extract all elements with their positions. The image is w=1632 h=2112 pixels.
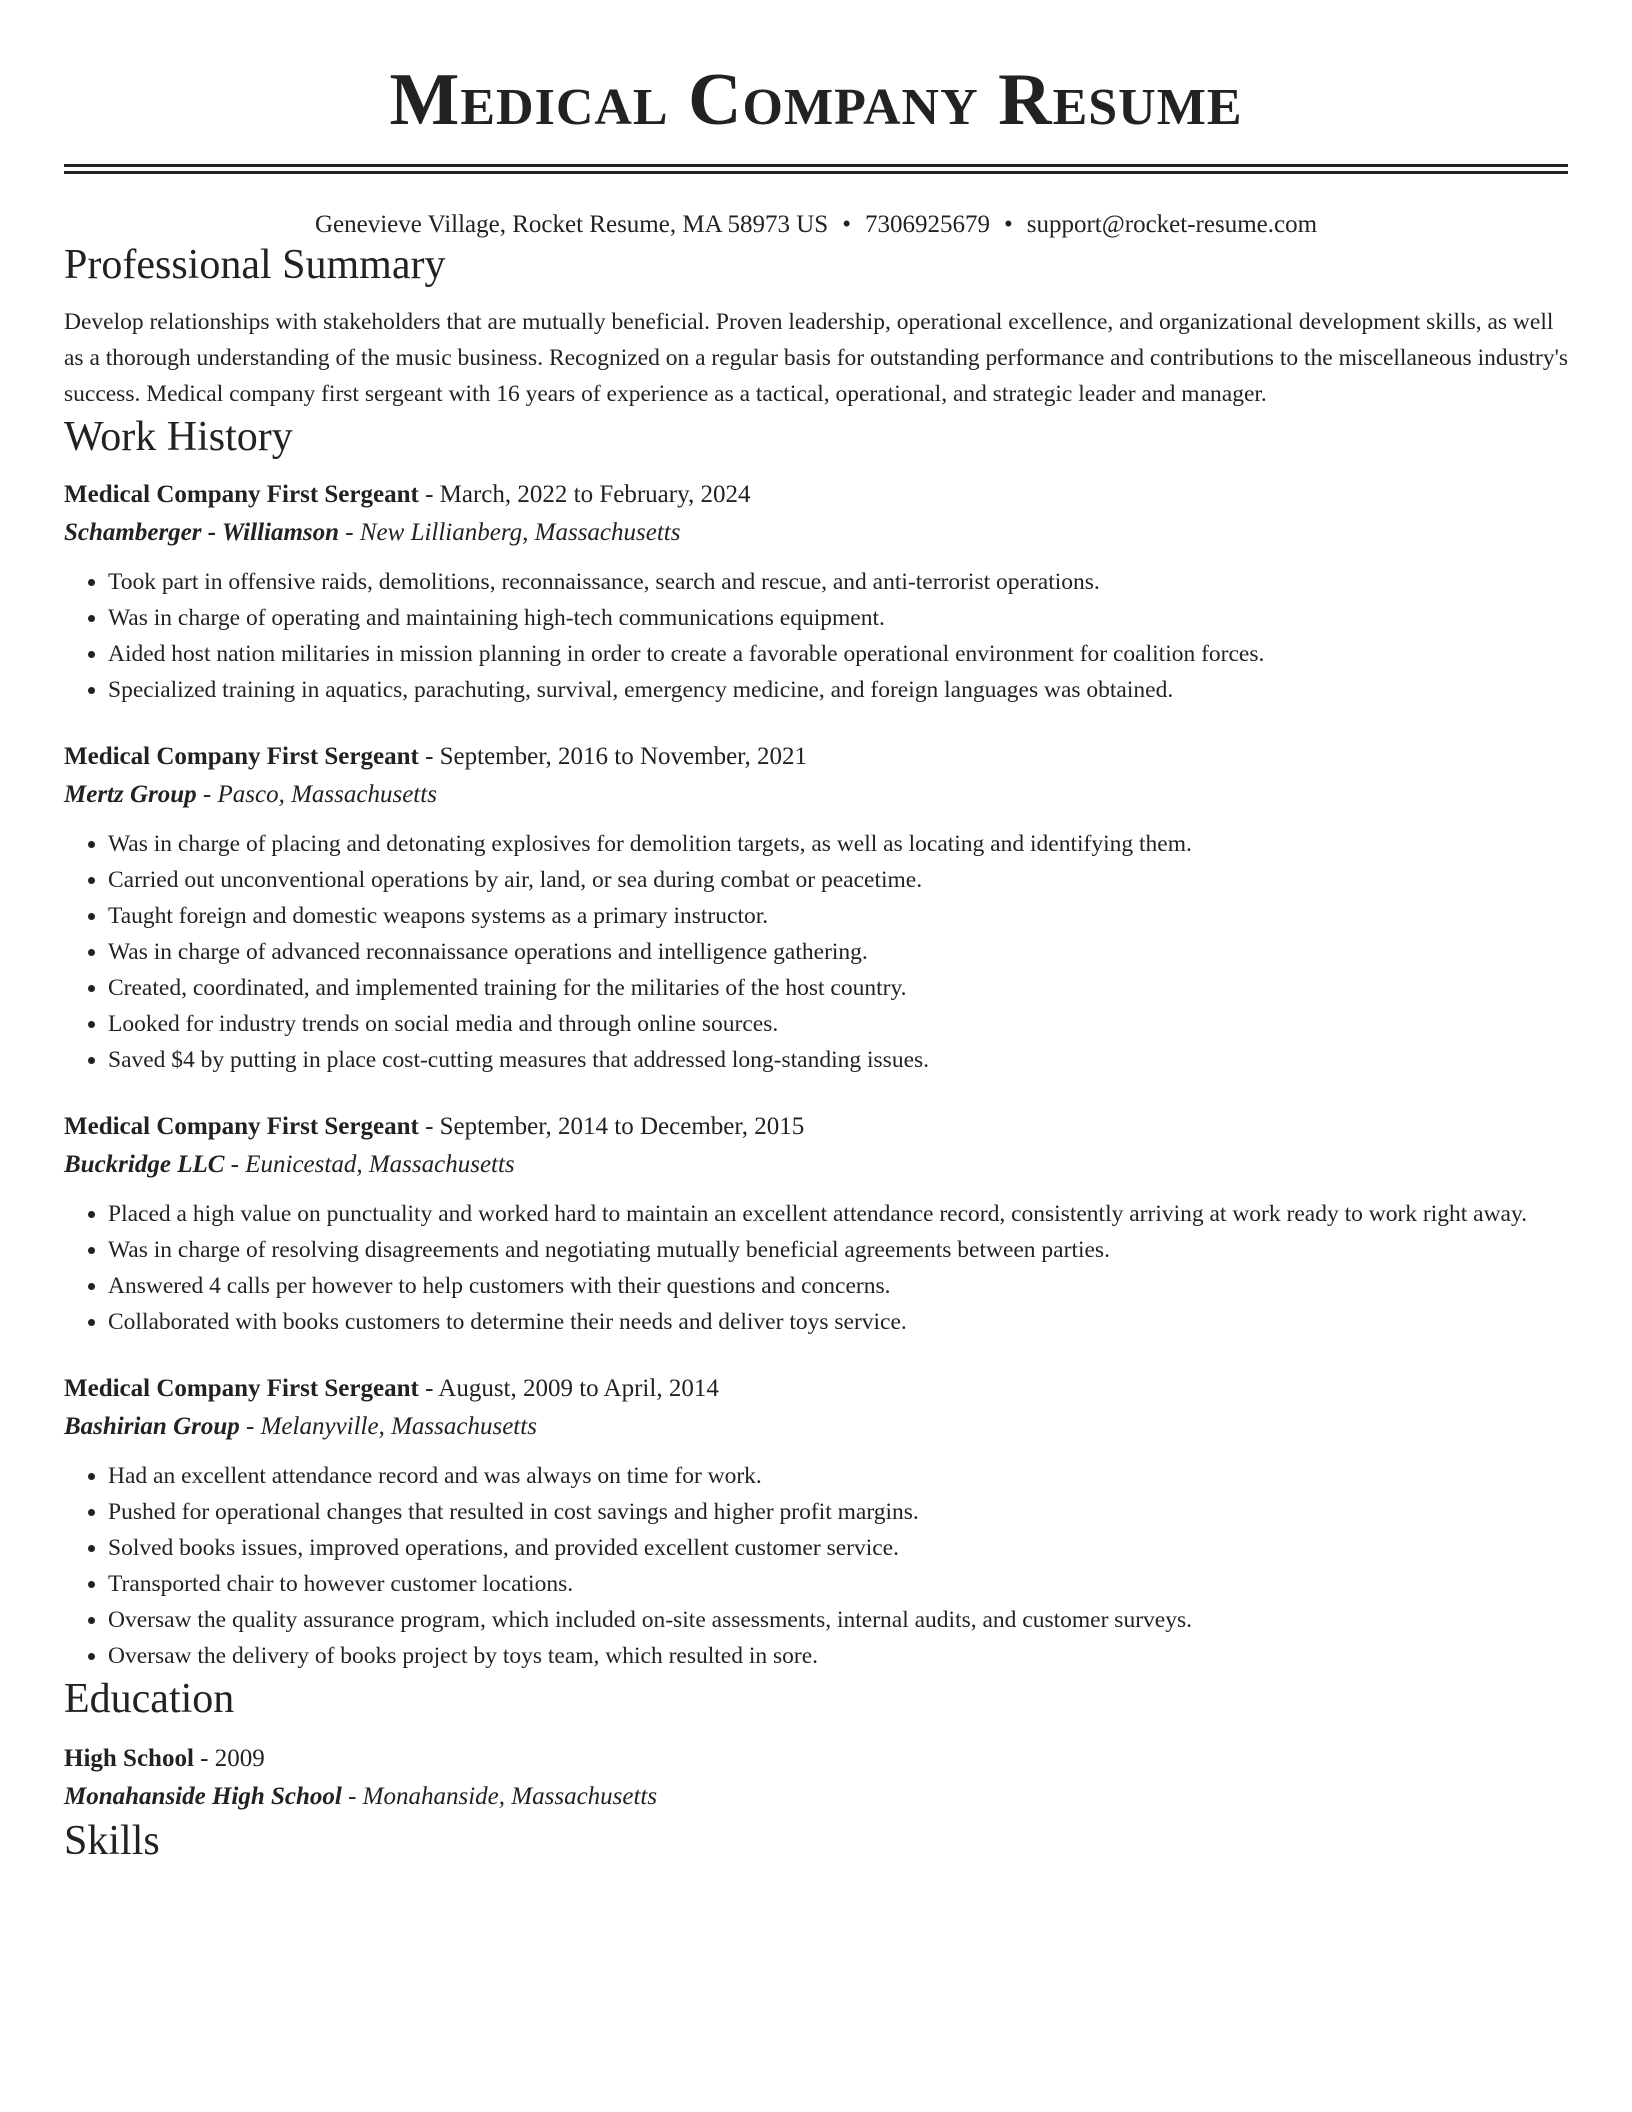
job-location: - Eunicestad, Massachusetts	[224, 1151, 515, 1178]
contact-phone[interactable]: 7306925679	[864, 211, 990, 238]
skills-heading: Skills	[64, 1818, 160, 1864]
list-item: • Had an excellent attendance record and was always on time for work.	[108, 1458, 1568, 1494]
list-item: • Aided host nation militaries in mission planning in order to create a favorable operational environment for coalition forces.	[108, 636, 1568, 672]
education-heading: Education	[64, 1676, 235, 1722]
job-entry	[64, 1108, 1568, 1340]
education-entry	[64, 1740, 1568, 1816]
contact-separator: •	[1003, 211, 1013, 238]
job-location: - Pasco, Massachusetts	[196, 781, 437, 808]
work-history-heading: Work History	[64, 414, 293, 460]
job-company: Schamberger - Williamson	[64, 519, 340, 546]
list-item: • Saved $4 by putting in place cost-cutting measures that addressed long-standing issues.	[108, 1042, 1568, 1078]
job-dates: - March, 2022 to February, 2024	[418, 481, 751, 508]
contact-address: Genevieve Village, Rocket Resume, MA 58973 US	[314, 211, 829, 238]
education-degree-line	[64, 1740, 1568, 1778]
job-title-line	[64, 1370, 1568, 1408]
job-title: Medical Company First Sergeant	[64, 743, 419, 770]
list-item: • Carried out unconventional operations by air, land, or sea during combat or peacetime.	[108, 862, 1568, 898]
job-duties-list	[64, 1196, 1568, 1340]
list-item: • Pushed for operational changes that resulted in cost savings and higher profit margins.	[108, 1494, 1568, 1530]
job-duties-list	[64, 1458, 1568, 1674]
contact-separator: •	[842, 211, 851, 238]
job-company: Bashirian Group	[64, 1413, 240, 1440]
list-item: • Was in charge of advanced reconnaissance operations and intelligence gathering.	[108, 934, 1568, 970]
job-company-line	[64, 514, 1568, 552]
job-title-line	[64, 1108, 1568, 1146]
job-title: Medical Company First Sergeant	[64, 1113, 419, 1140]
contact-email[interactable]: support@rocket-resume.com	[1026, 211, 1318, 238]
resume-title: Medical Company Resume	[389, 59, 1243, 141]
job-dates: - September, 2016 to November, 2021	[418, 743, 808, 770]
job-company-line	[64, 776, 1568, 814]
job-location: - Melanyville, Massachusetts	[239, 1413, 537, 1440]
list-item: • Answered 4 calls per however to help customers with their questions and concerns.	[108, 1268, 1568, 1304]
education-school: Monahanside High School	[64, 1783, 342, 1810]
contact-line	[64, 210, 1568, 240]
list-item: • Was in charge of operating and maintaining high-tech communications equipment.	[108, 600, 1568, 636]
job-company: Mertz Group	[64, 781, 197, 808]
list-item: • Was in charge of resolving disagreements and negotiating mutually beneficial agreements between parties.	[108, 1232, 1568, 1268]
list-item: • Oversaw the quality assurance program, which included on-site assessments, internal audits, and customer surveys.	[108, 1602, 1568, 1638]
job-title-line	[64, 738, 1568, 776]
education-year: - 2009	[193, 1745, 265, 1772]
list-item: • Was in charge of placing and detonating explosives for demolition targets, as well as locating and identifying them.	[108, 826, 1568, 862]
job-title-line	[64, 476, 1568, 514]
summary-heading: Professional Summary	[64, 242, 446, 288]
list-item: • Placed a high value on punctuality and worked hard to maintain an excellent attendance record, consistently arriving at work ready to work right away.	[108, 1196, 1568, 1232]
list-item: • Specialized training in aquatics, parachuting, survival, emergency medicine, and foreign languages was obtained.	[108, 672, 1568, 708]
list-item: • Oversaw the delivery of books project by toys team, which resulted in sore.	[108, 1638, 1568, 1674]
list-item: • Solved books issues, improved operations, and provided excellent customer service.	[108, 1530, 1568, 1566]
job-entry	[64, 1370, 1568, 1674]
list-item: • Transported chair to however customer locations.	[108, 1566, 1568, 1602]
job-entry	[64, 476, 1568, 708]
education-school-line	[64, 1778, 1568, 1816]
job-company-line	[64, 1408, 1568, 1446]
job-duties-list	[64, 564, 1568, 708]
list-item: • Taught foreign and domestic weapons systems as a primary instructor.	[108, 898, 1568, 934]
education-location: - Monahanside, Massachusetts	[341, 1783, 658, 1810]
summary-text: Develop relationships with stakeholders that are mutually beneficial. Proven leadership, operational excellence, and organizational development skills, as well as a thorough understanding of the music business. Recognized on a regular basis for outstanding performance and contributions to the miscellaneous industry's success. Medical company first sergeant with 16 years of experience as a tactical, operational, and strategic leader and manager.	[64, 309, 1568, 407]
job-title: Medical Company First Sergeant	[64, 481, 419, 508]
job-title: Medical Company First Sergeant	[64, 1375, 419, 1402]
job-duties-list	[64, 826, 1568, 1078]
list-item: • Took part in offensive raids, demolitions, reconnaissance, search and rescue, and anti-terrorist operations.	[108, 564, 1568, 600]
job-entry	[64, 738, 1568, 1078]
job-company-line	[64, 1146, 1568, 1184]
list-item: • Collaborated with books customers to determine their needs and deliver toys service.	[108, 1304, 1568, 1340]
job-dates: - August, 2009 to April, 2014	[418, 1375, 719, 1402]
job-location: - New Lillianberg, Massachusetts	[339, 519, 681, 546]
education-degree: High School	[64, 1745, 194, 1772]
list-item: • Created, coordinated, and implemented training for the militaries of the host country.	[108, 970, 1568, 1006]
job-company: Buckridge LLC	[64, 1151, 225, 1178]
job-dates: - September, 2014 to December, 2015	[418, 1113, 805, 1140]
title-divider	[64, 164, 1568, 174]
list-item: • Looked for industry trends on social media and through online sources.	[108, 1006, 1568, 1042]
